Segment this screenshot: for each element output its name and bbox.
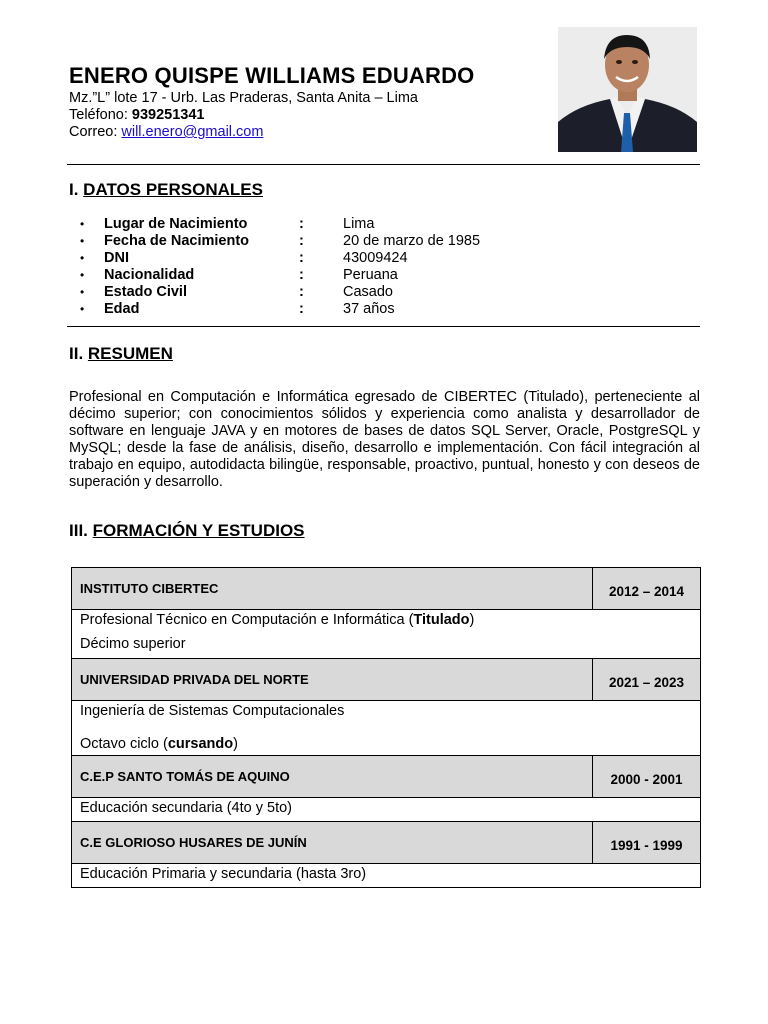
profile-photo [558, 27, 697, 152]
colon: : [299, 267, 304, 283]
candidate-name: ENERO QUISPE WILLIAMS EDUARDO [69, 63, 475, 88]
phone-line [69, 107, 549, 124]
phone-number: 939251341 [131, 107, 205, 123]
description-line: Ingeniería de Sistemas Computacionales [80, 703, 345, 719]
study-description: Educación Primaria y secundaria (hasta 3ro) [72, 864, 701, 888]
email-line [69, 124, 549, 141]
list-item [80, 284, 680, 301]
colon: : [299, 250, 304, 266]
field-value: Lima [343, 216, 375, 232]
table-row [72, 864, 701, 888]
summary-paragraph: Profesional en Computación e Informática egresado de CIBERTEC (Titulado), perteneciente al décimo superior; con conocimientos sólidos y experiencia como analista y desarrollador de software en lenguaje JAVA y en motores de bases de datos SQL Server, Oracle, PostgreSQL y MySQL; desde la fase de análisis, diseño, desarrollo e implementación. Con fácil integración al trabajo en equipo, autodidacta bilingüe, responsable, proactivo, puntual, honesto y con deseos de superación y desarrollo. [69, 389, 700, 490]
list-item [80, 250, 680, 267]
colon: : [299, 216, 304, 232]
bullet: • [80, 251, 85, 265]
list-item [80, 233, 680, 250]
institution-name: INSTITUTO CIBERTEC [72, 568, 593, 610]
email-link[interactable]: will.enero@gmail.com [121, 124, 264, 140]
section-summary-title [69, 344, 173, 364]
section-personal-title [69, 180, 263, 200]
description-bold: Titulado [413, 612, 470, 628]
section-title-text: FORMACIÓN Y ESTUDIOS [92, 521, 305, 540]
field-value: Peruana [343, 267, 398, 283]
description-line [80, 612, 692, 629]
list-item [80, 301, 680, 318]
email-label: Correo: [69, 124, 122, 140]
institution-name: C.E.P SANTO TOMÁS DE AQUINO [72, 756, 593, 798]
study-description [72, 701, 701, 756]
colon: : [299, 284, 304, 300]
study-years: 2021 – 2023 [593, 659, 701, 701]
section-number: II. [69, 344, 88, 363]
table-row [72, 822, 701, 864]
section-title-text: RESUMEN [87, 344, 173, 363]
section-number: III. [69, 521, 93, 540]
institution-name: C.E GLORIOSO HUSARES DE JUNÍN [72, 822, 593, 864]
description-line: Décimo superior [80, 636, 186, 652]
description-bold: cursando [167, 736, 234, 752]
study-description: Educación secundaria (4to y 5to) [72, 798, 701, 822]
header-divider [67, 164, 700, 165]
table-row [72, 756, 701, 798]
colon: : [299, 301, 304, 317]
description-text: Profesional Técnico en Computación e Informática ( [80, 612, 414, 628]
field-label: DNI [104, 250, 129, 266]
address-line: Mz.”L” lote 17 - Urb. Las Praderas, Santa Anita – Lima [69, 90, 418, 106]
study-description [72, 610, 701, 659]
field-value: Casado [343, 284, 393, 300]
cv-header [69, 62, 549, 141]
field-label: Lugar de Nacimiento [104, 216, 248, 232]
institution-name: UNIVERSIDAD PRIVADA DEL NORTE [72, 659, 593, 701]
bullet: • [80, 217, 85, 231]
description-text: Octavo ciclo ( [80, 736, 168, 752]
description-line [80, 736, 692, 753]
section-number: I. [69, 180, 84, 199]
personal-data-list [80, 216, 680, 318]
bullet: • [80, 234, 85, 248]
bullet: • [80, 285, 85, 299]
portrait-image [558, 27, 697, 152]
table-row [72, 798, 701, 822]
section-education-title [69, 521, 305, 541]
table-row [72, 568, 701, 610]
phone-label: Teléfono: [69, 107, 132, 123]
description-text: ) [469, 612, 475, 628]
bullet: • [80, 268, 85, 282]
table-row [72, 659, 701, 701]
field-label: Fecha de Nacimiento [104, 233, 250, 249]
bullet: • [80, 302, 85, 316]
field-value: 20 de marzo de 1985 [343, 233, 481, 249]
field-value: 37 años [343, 301, 395, 317]
study-years: 2012 – 2014 [593, 568, 701, 610]
list-item [80, 216, 680, 233]
description-text: ) [233, 736, 238, 752]
list-item [80, 267, 680, 284]
study-years: 2000 - 2001 [593, 756, 701, 798]
section-title-text: DATOS PERSONALES [83, 180, 263, 199]
colon: : [299, 233, 304, 249]
education-table [71, 567, 701, 888]
field-label: Nacionalidad [104, 267, 195, 283]
table-row [72, 610, 701, 659]
table-row [72, 701, 701, 756]
field-value: 43009424 [343, 250, 408, 266]
field-label: Edad [104, 301, 140, 317]
field-label: Estado Civil [104, 284, 187, 300]
personal-divider [67, 326, 700, 327]
study-years: 1991 - 1999 [593, 822, 701, 864]
